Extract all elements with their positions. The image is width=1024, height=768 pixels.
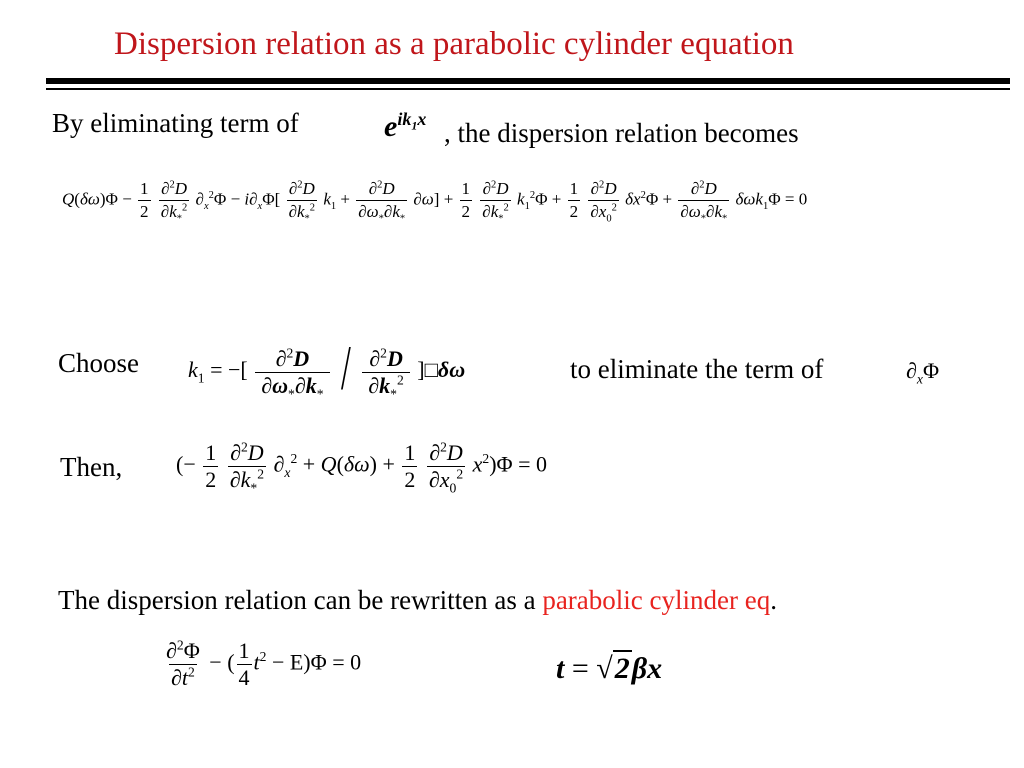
title-divider-thick [46,78,1010,84]
exponential-term: $e^{ik_1x}$ [384,109,427,143]
then-label: Then, [60,452,123,482]
parabolic-cylinder-highlight: parabolic cylinder eq [542,585,771,615]
final-period: . [770,585,777,615]
intro-text-continued: , the dispersion relation becomes [444,118,799,148]
dispersion-equation-expanded: Q(δω)Φ − $\frac{1}{2}$ $\frac{\partial^2D}{\partial k_*^2}$ $\partial_x^2\Phi - i\partial_x\Phi$[ $\frac{\partial^2D}{\partial k_*^2}$ $k_1$ + $\frac{\partial^2D}{\partial\omega_*\partial k_*}$ ∂ω] + $\frac{1}{2}$ $\frac{\partial^2D}{\partial k_*^2}$ $k_1^2\Phi$ + $\frac{1}{2}$ $\frac{\partial^2D}{\partial x_0^2}$ $\delta x^2\Phi$ + $\frac{\partial^2D}{\partial\omega_*\partial k_*}$ δωk$_1$Φ = 0 [62,179,808,225]
t-substitution: t = √2βx [556,652,663,685]
choose-label: Choose [58,348,139,378]
final-sentence-text: The dispersion relation can be rewritten as a [58,585,536,615]
intro-text: By eliminating term of [52,108,299,138]
parabolic-cylinder-equation: $\frac{\partial^2\Phi}{\partial t^2}$ − ( $\frac{1}{4}$ $t^2 - E)\Phi = 0$ [166,637,362,690]
slide-title: Dispersion relation as a parabolic cylinder equation [114,26,794,62]
partial-x-phi: $\partial_x\Phi$ [906,358,940,387]
reduced-dispersion-equation: (− $\frac{1}{2}$ $\frac{\partial^2D}{\partial k_*^2}$ $\partial_x^2 + Q(\delta\omega)$ + $\frac{1}{2}$ $\frac{\partial^2D}{\partial x_0^2}$ $x^2)\Phi = 0$ [176,439,548,496]
choose-suffix: to eliminate the term of [570,354,824,384]
title-divider-thin [46,88,1010,90]
k1-definition: $k_1$ = −[ $\frac{\partial^2D}{\partial\omega_*\partial k_*}$ / $\frac{\partial^2D}{\partial k_*^2}$ ]□δω [188,332,466,403]
final-sentence [58,585,777,616]
